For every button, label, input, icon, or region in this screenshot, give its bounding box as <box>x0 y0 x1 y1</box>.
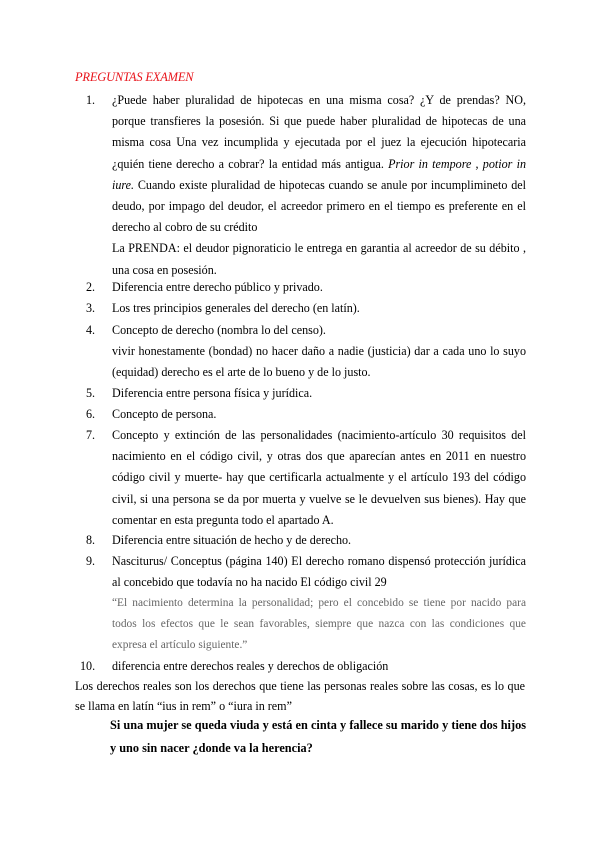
question-number: 8. <box>86 533 96 547</box>
question-7 <box>86 425 526 531</box>
question-1-answer: Cuando existe pluralidad de hipotecas cuando se anule por incumplimineto del deudo, por impago del deudor, el acreedor primero en el tiempo es preferente en el derecho al cobro de su crédito <box>112 177 526 235</box>
question-10 <box>80 656 526 677</box>
question-6 <box>86 404 526 425</box>
civil-code-quote: “El nacimiento determina la personalidad; pero el concebido se tiene por nacido para todos los efectos que le sean favorables, siempre que nazca con las condiciones que expresa el artículo siguiente.” <box>112 597 526 652</box>
question-1 <box>86 90 526 281</box>
real-rights-note: Los derechos reales son los derechos que tiene las personas reales sobre las cosas, es lo que se llama en latín “ius in rem” o “iura in rem” <box>75 679 525 713</box>
question-number: 10. <box>80 659 96 673</box>
latin-maxim: Prior in tempore , potior in iure. <box>112 156 526 192</box>
question-4 <box>86 320 526 384</box>
inheritance-question: Si una mujer se queda viuda y está en cinta y fallece su marido y tiene dos hijos y uno sin nacer ¿donde va la herencia? <box>110 718 526 755</box>
question-number: 7. <box>86 428 96 442</box>
question-6-text: Concepto de persona. <box>112 407 217 421</box>
question-5 <box>86 383 526 404</box>
question-number: 6. <box>86 407 96 421</box>
question-number: 5. <box>86 386 96 400</box>
question-number: 4. <box>86 323 96 337</box>
question-4-answer: vivir honestamente (bondad) no hacer daño a nadie (justicia) dar a cada uno lo suyo (equidad) derecho es el arte de lo bueno y de lo justo. <box>112 344 526 380</box>
question-8-text: Diferencia entre situación de hecho y de derecho. <box>112 533 352 547</box>
question-number: 9. <box>86 554 96 568</box>
question-3 <box>86 298 526 319</box>
question-number: 1. <box>86 93 96 107</box>
question-1-body <box>112 90 526 238</box>
question-number: 3. <box>86 301 96 315</box>
question-9-text: Nasciturus/ Conceptus (página 140) El derecho romano dispensó protección jurídica al concebido que todavía no ha nacido El código civil 29 <box>112 554 526 590</box>
question-2 <box>86 277 526 298</box>
question-1-text: ¿Puede haber pluralidad de hipotecas en una misma cosa? ¿Y de prendas? NO, porque transfieres la posesión. Si que puede haber pluralidad de hipotecas de una misma cosa Una vez incumplida y ejecutada por el juez la ejecución hipotecaria ¿quién tiene derecho a cobrar? la entidad más antigua. <box>112 93 526 171</box>
page-title: PREGUNTAS EXAMEN <box>75 70 194 84</box>
question-10-text: diferencia entre derechos reales y derechos de obligación <box>112 659 389 673</box>
question-8 <box>86 530 526 551</box>
question-2-text: Diferencia entre derecho público y privado. <box>112 280 323 294</box>
question-7-text: Concepto y extinción de las personalidades (nacimiento-artículo 30 requisitos del nacimiento en el código civil, y otras dos que aparecían antes en 2011 en nuestro código civil y muerte- hay que certificarla actualmente y el artículo 193 del código civil, si una persona se da por muerta y vuelve se le devuelven sus bienes). Hay que comentar en esta pregunta todo el apartado A. <box>112 428 526 527</box>
question-number: 2. <box>86 280 96 294</box>
question-9 <box>86 551 526 656</box>
question-5-text: Diferencia entre persona física y jurídica. <box>112 386 313 400</box>
question-4-text: Concepto de derecho (nombra lo del censo). <box>112 323 326 337</box>
question-3-text: Los tres principios generales del derecho (en latín). <box>112 301 360 315</box>
question-1-prenda: La PRENDA: el deudor pignoraticio le entrega en garantia al acreedor de su débito , una cosa en posesión. <box>112 241 526 277</box>
